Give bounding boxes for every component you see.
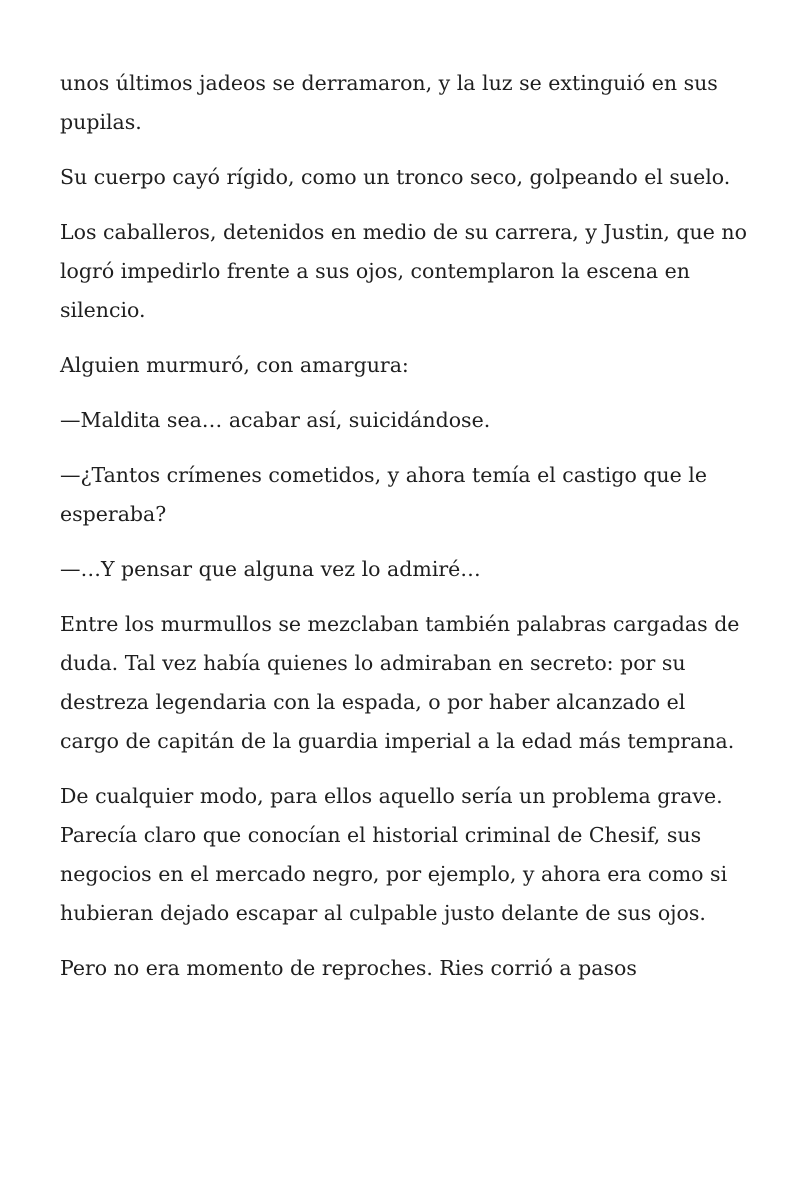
- paragraph: Entre los murmullos se mezclaban también palabras cargadas de duda. Tal vez había quienes lo admiraban en secreto: por su destreza legendaria con la espada, o por haber alcanzado el cargo de capitán de la guardia imperial a la edad más temprana.: [60, 612, 740, 753]
- dialogue-line: —¿Tantos crímenes cometidos, y ahora temía el castigo que le esperaba?: [60, 463, 707, 526]
- paragraph: Su cuerpo cayó rígido, como un tronco seco, golpeando el suelo.: [60, 165, 731, 189]
- dialogue-line: —Maldita sea… acabar así, suicidándose.: [60, 408, 491, 432]
- paragraph: Pero no era momento de reproches. Ries corrió a pasos: [60, 956, 637, 980]
- paragraph: unos últimos jadeos se derramaron, y la luz se extinguió en sus pupilas.: [60, 71, 718, 134]
- paragraph: Alguien murmuró, con amargura:: [60, 353, 409, 377]
- reading-page: [60, 64, 750, 1004]
- dialogue-line: —…Y pensar que alguna vez lo admiré…: [60, 557, 481, 581]
- paragraph: De cualquier modo, para ellos aquello sería un problema grave. Parecía claro que conocían el historial criminal de Chesif, sus negocios en el mercado negro, por ejemplo, y ahora era como si hubieran dejado escapar al culpable justo delante de sus ojos.: [60, 784, 728, 925]
- paragraph: Los caballeros, detenidos en medio de su carrera, y Justin, que no logró impedirlo frente a sus ojos, contemplaron la escena en silencio.: [60, 220, 747, 322]
